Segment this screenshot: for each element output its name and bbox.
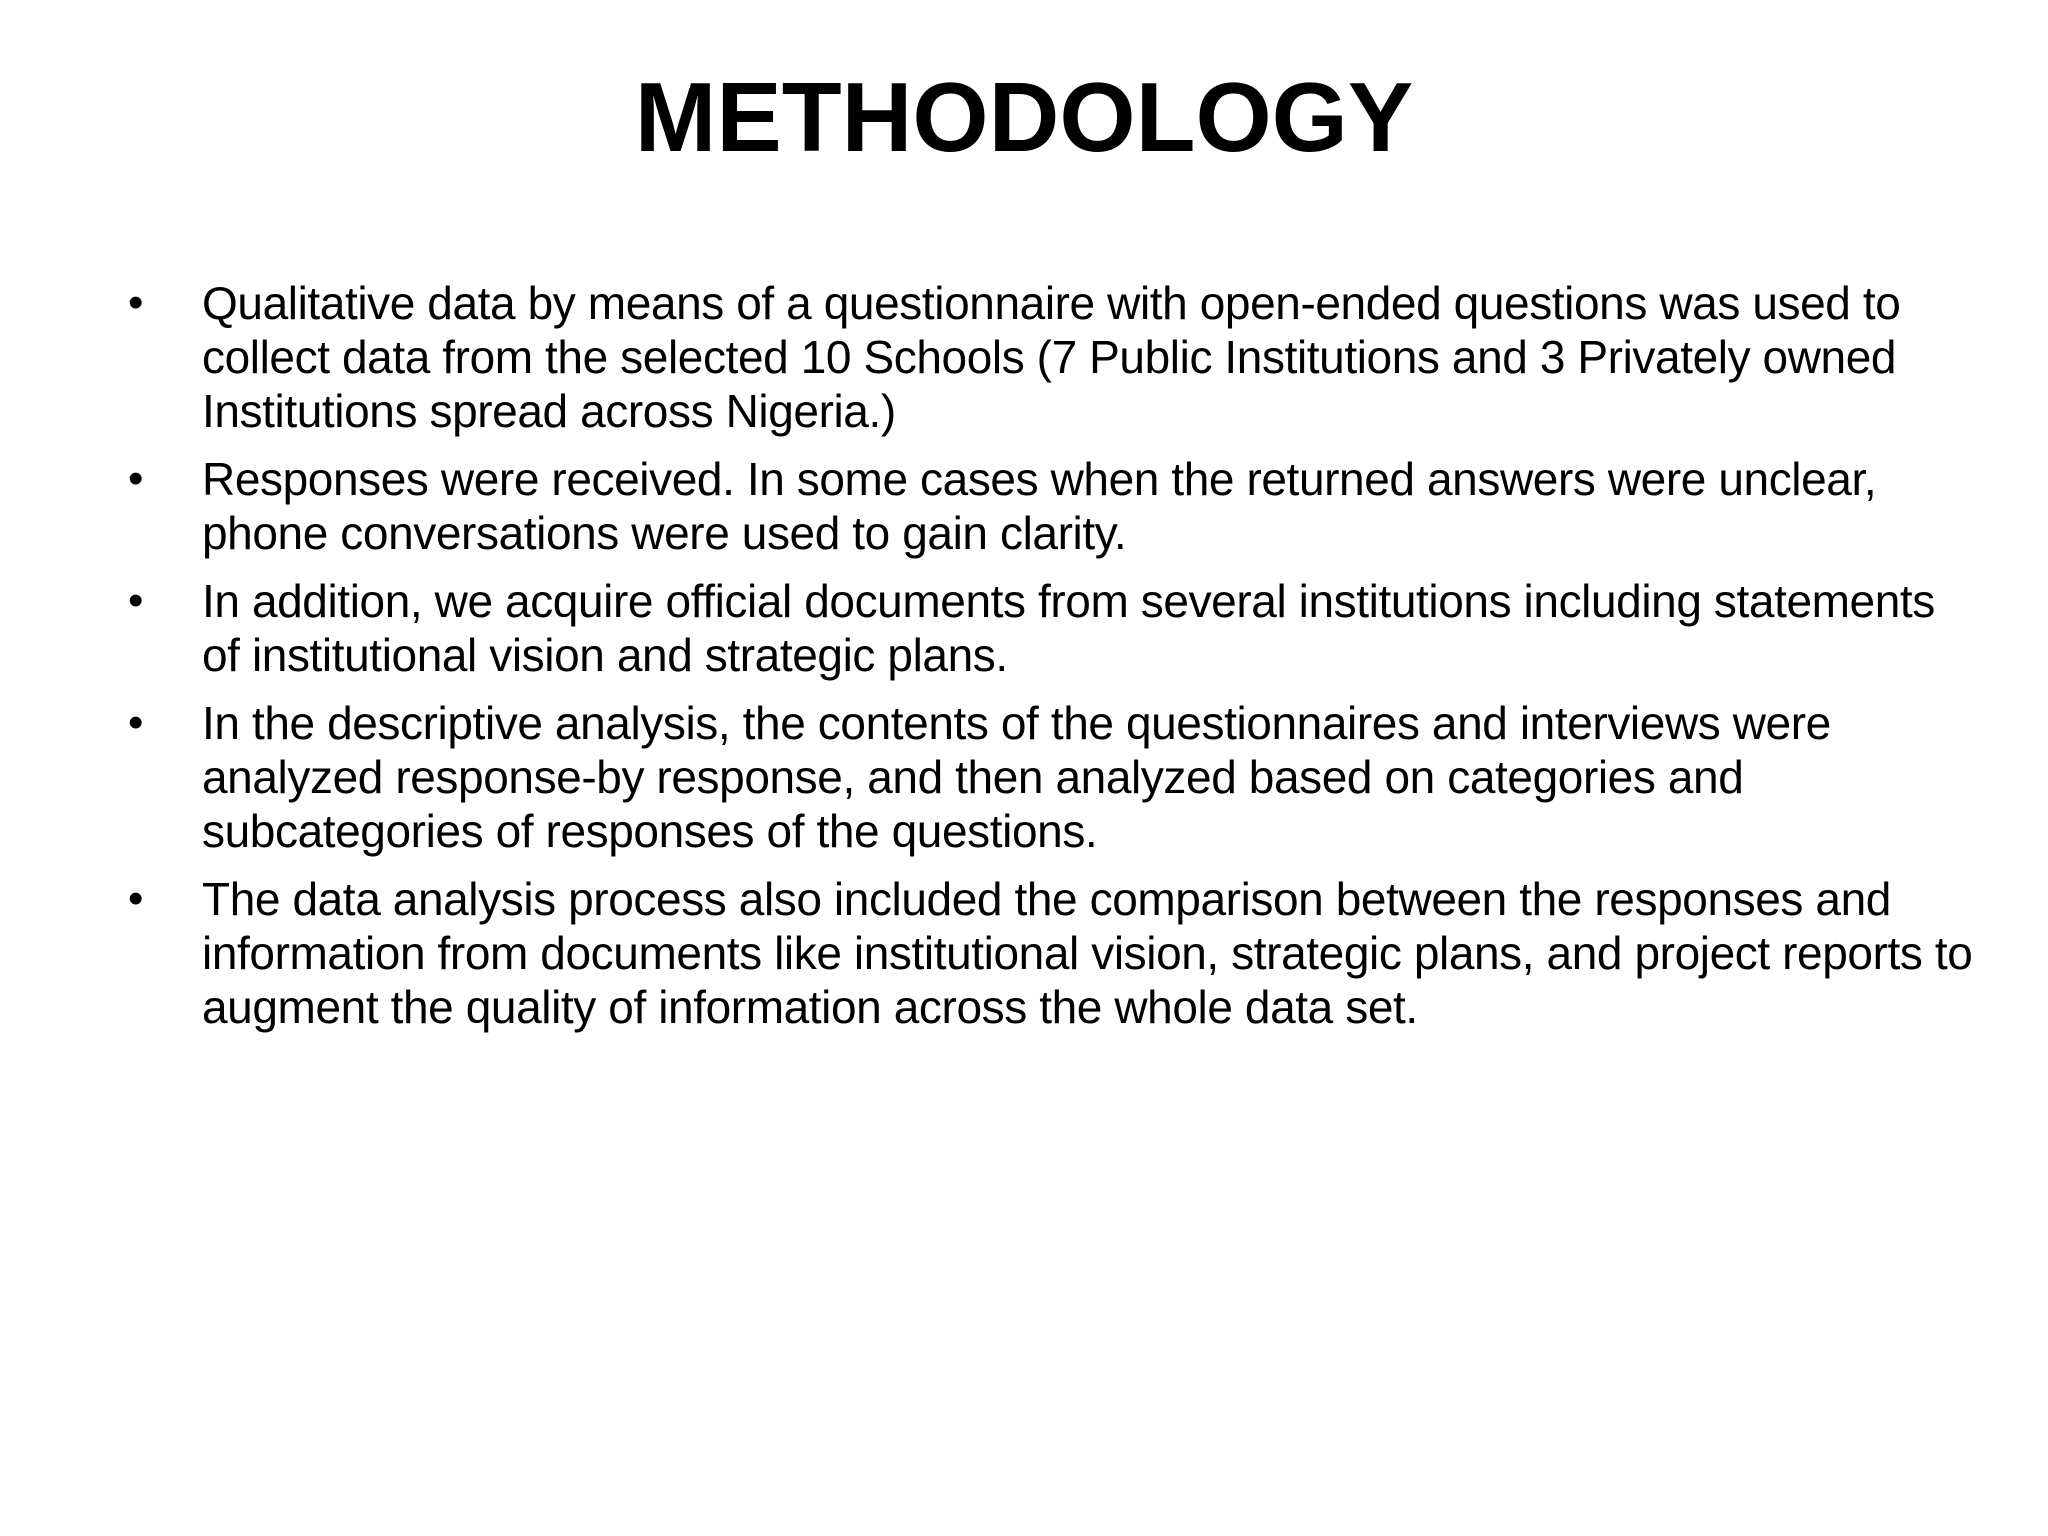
bullet-item <box>118 574 1978 682</box>
bullet-text: The data analysis process also included the comparison between the responses and information from documents like institutional vision, strategic plans, and project reports to augment the quality of information across the whole data set. <box>202 873 1973 1033</box>
bullet-item <box>118 872 1978 1034</box>
bullet-item <box>118 276 1978 438</box>
bullet-item <box>118 696 1978 858</box>
bullet-item <box>118 452 1978 560</box>
bullet-text: Qualitative data by means of a questionnaire with open-ended questions was used to collect data from the selected 10 Schools (7 Public Institutions and 3 Privately owned Institutions spread across Nigeria.) <box>202 277 1901 437</box>
slide-title: METHODOLOGY <box>634 62 1414 172</box>
bullet-icon: • <box>128 454 144 503</box>
bullet-list <box>118 276 1978 1048</box>
bullet-text: In addition, we acquire official documents from several institutions including statements of institutional vision and strategic plans. <box>202 575 1935 681</box>
bullet-icon: • <box>128 698 144 747</box>
bullet-icon: • <box>128 874 144 923</box>
bullet-icon: • <box>128 576 144 625</box>
bullet-icon: • <box>128 278 144 327</box>
bullet-text: Responses were received. In some cases when the returned answers were unclear, phone conversations were used to gain clarity. <box>202 453 1877 559</box>
bullet-text: In the descriptive analysis, the contents of the questionnaires and interviews were analyzed response-by response, and then analyzed based on categories and subcategories of responses of the questions. <box>202 697 1831 857</box>
